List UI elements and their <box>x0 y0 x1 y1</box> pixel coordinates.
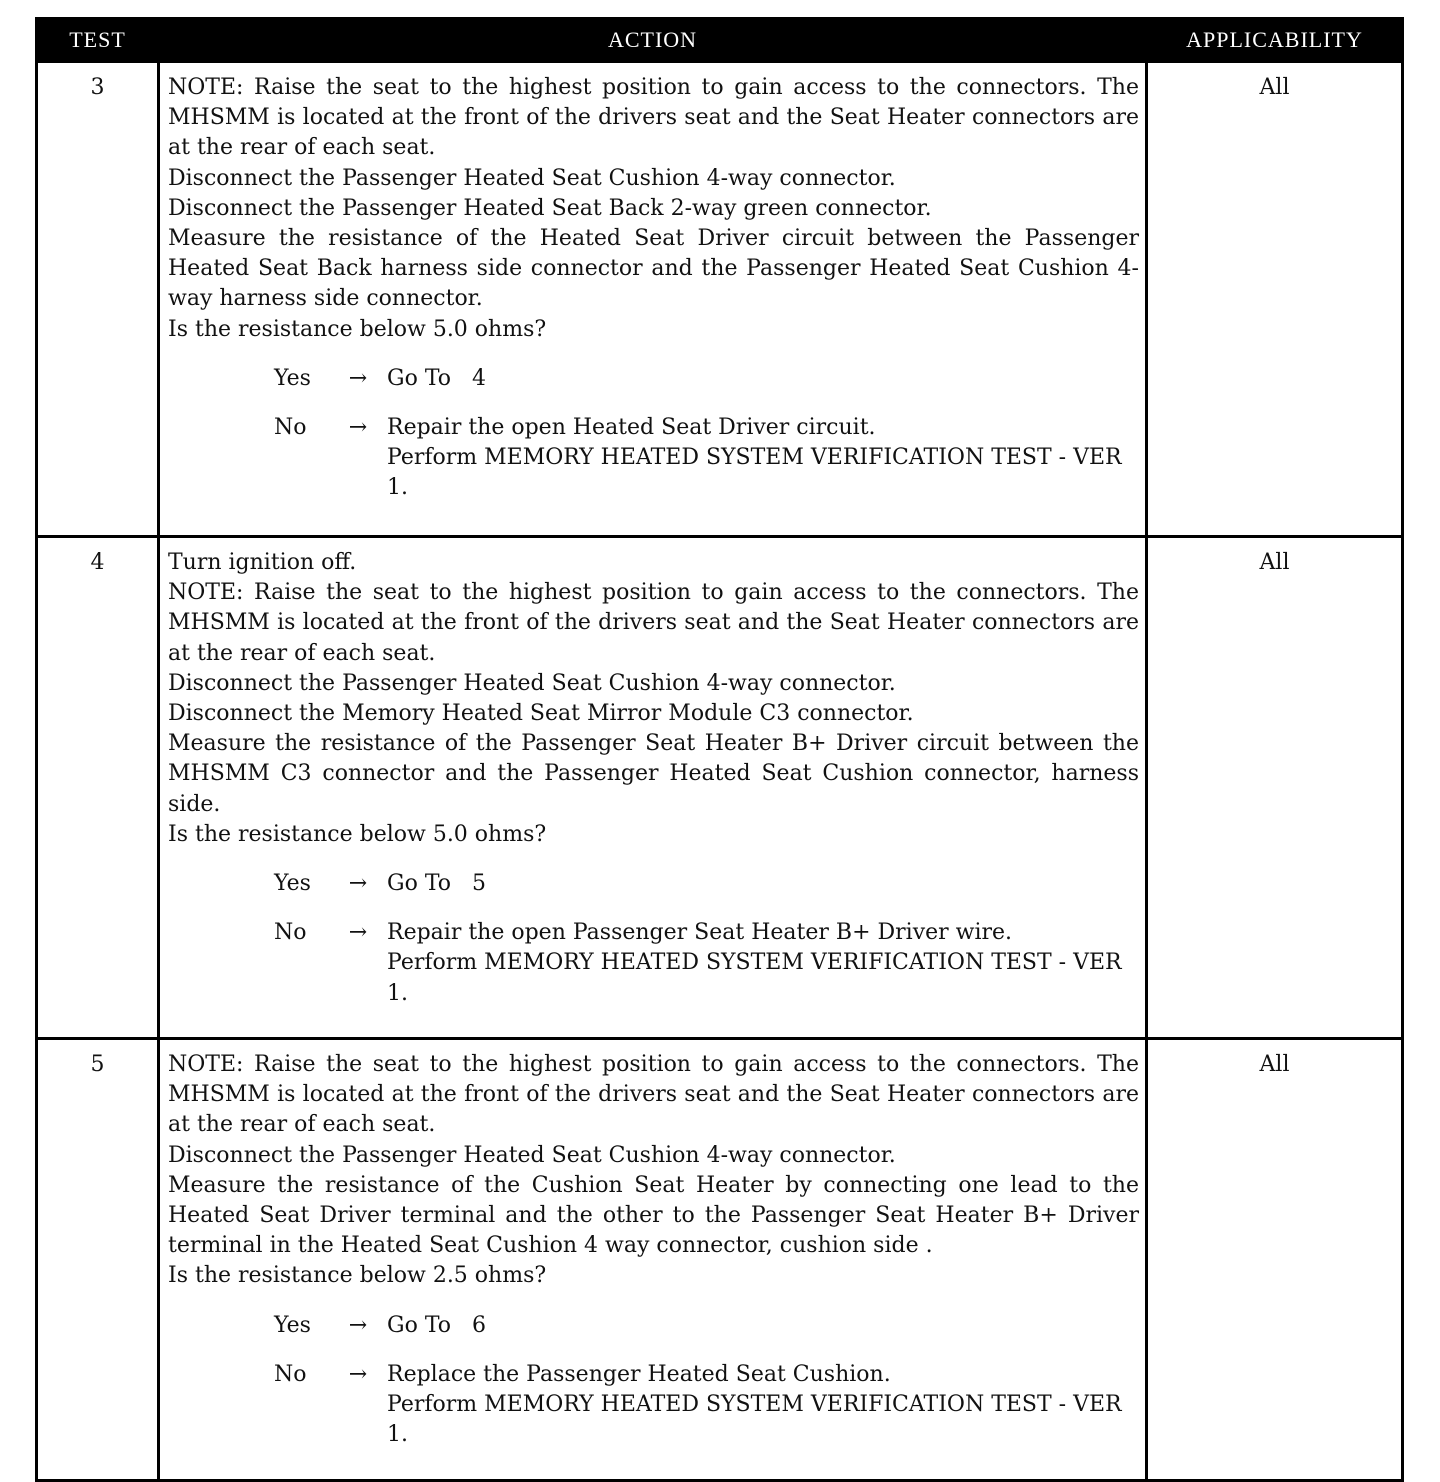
yes-result: Go To 5 <box>387 871 486 897</box>
yes-result: Go To 6 <box>387 1312 486 1338</box>
arrow-icon: → <box>348 920 368 946</box>
action-question: Is the resistance below 5.0 ohms? <box>168 316 547 342</box>
no-result-line: Perform MEMORY HEATED SYSTEM VERIFICATION TEST - VER 1. <box>387 445 1122 501</box>
action-cell <box>159 537 1147 1039</box>
table-row <box>37 1039 1403 1481</box>
arrow-icon: → <box>348 365 368 391</box>
action-cell <box>159 62 1147 537</box>
yes-result: Go To 4 <box>387 365 486 391</box>
no-result-line: Replace the Passenger Heated Seat Cushion. <box>387 1361 891 1387</box>
arrow-icon: → <box>348 871 368 897</box>
arrow-icon: → <box>348 1361 368 1387</box>
yes-label: Yes <box>274 365 311 391</box>
test-number: 3 <box>37 62 159 537</box>
arrow-icon: → <box>348 1312 368 1338</box>
answer-block <box>168 1311 1139 1451</box>
no-answer <box>168 918 1139 1009</box>
no-result <box>387 413 1139 504</box>
no-result-line: Perform MEMORY HEATED SYSTEM VERIFICATION TEST - VER 1. <box>387 1392 1122 1448</box>
yes-answer <box>168 364 1139 394</box>
no-result-line: Perform MEMORY HEATED SYSTEM VERIFICATION TEST - VER 1. <box>387 950 1122 1006</box>
action-line: Disconnect the Passenger Heated Seat Cushion 4-way connector. <box>168 670 896 696</box>
action-line: Disconnect the Passenger Heated Seat Back 2-way green connector. <box>168 195 932 221</box>
table-header-row <box>37 19 1403 62</box>
applicability-value: All <box>1147 537 1403 1039</box>
no-label: No <box>274 920 307 946</box>
header-test: TEST <box>37 19 159 62</box>
action-question: Is the resistance below 2.5 ohms? <box>168 1263 547 1289</box>
action-cell <box>159 1039 1147 1481</box>
no-result <box>387 918 1139 1009</box>
applicability-value: All <box>1147 1039 1403 1481</box>
header-applicability: APPLICABILITY <box>1147 19 1403 62</box>
applicability-value: All <box>1147 62 1403 537</box>
no-answer <box>168 413 1139 504</box>
table-row <box>37 537 1403 1039</box>
no-label: No <box>274 1361 307 1387</box>
yes-label: Yes <box>274 1312 311 1338</box>
action-line: NOTE: Raise the seat to the highest position to gain access to the connectors. The MHSMM is located at the front of the drivers seat and the Seat Heater connectors are at the rear of each seat. <box>168 580 1139 666</box>
action-line: NOTE: Raise the seat to the highest position to gain access to the connectors. The MHSMM is located at the front of the drivers seat and the Seat Heater connectors are at the rear of each seat. <box>168 75 1139 161</box>
action-line: Disconnect the Passenger Heated Seat Cushion 4-way connector. <box>168 1142 896 1168</box>
yes-answer <box>168 1311 1139 1341</box>
no-result-line: Repair the open Passenger Seat Heater B+ Driver wire. <box>387 920 1013 946</box>
diagnostic-table <box>35 17 1404 1482</box>
action-line: Disconnect the Memory Heated Seat Mirror Module C3 connector. <box>168 701 914 727</box>
action-line: Turn ignition off. <box>168 550 357 575</box>
arrow-icon: → <box>348 415 368 441</box>
no-answer <box>168 1360 1139 1451</box>
action-line: Disconnect the Passenger Heated Seat Cushion 4-way connector. <box>168 165 896 191</box>
action-line: NOTE: Raise the seat to the highest position to gain access to the connectors. The MHSMM is located at the front of the drivers seat and the Seat Heater connectors are at the rear of each seat. <box>168 1052 1139 1138</box>
answer-block <box>168 869 1139 1009</box>
header-action: ACTION <box>159 19 1147 62</box>
yes-answer <box>168 869 1139 899</box>
answer-block <box>168 364 1139 504</box>
no-result-line: Repair the open Heated Seat Driver circuit. <box>387 415 876 441</box>
yes-label: Yes <box>274 871 311 897</box>
action-line: Measure the resistance of the Cushion Seat Heater by connecting one lead to the Heated Seat Driver terminal and the other to the Passenger Seat Heater B+ Driver terminal in the Heated Seat Cushion 4 way connector, cushion side . <box>168 1172 1139 1259</box>
test-number: 4 <box>37 537 159 1039</box>
no-result <box>387 1360 1139 1451</box>
diagnostic-page <box>35 17 1401 1482</box>
test-number: 5 <box>37 1039 159 1481</box>
action-line: Measure the resistance of the Passenger Seat Heater B+ Driver circuit between the MHSMM C3 connector and the Passenger Heated Seat Cushion connector, harness side. <box>168 731 1139 817</box>
no-label: No <box>274 415 307 441</box>
table-row <box>37 62 1403 537</box>
action-question: Is the resistance below 5.0 ohms? <box>168 821 547 847</box>
action-line: Measure the resistance of the Heated Seat Driver circuit between the Passenger Heated Seat Back harness side connector and the Passenger Heated Seat Cushion 4-way harness side connector. <box>168 226 1139 312</box>
